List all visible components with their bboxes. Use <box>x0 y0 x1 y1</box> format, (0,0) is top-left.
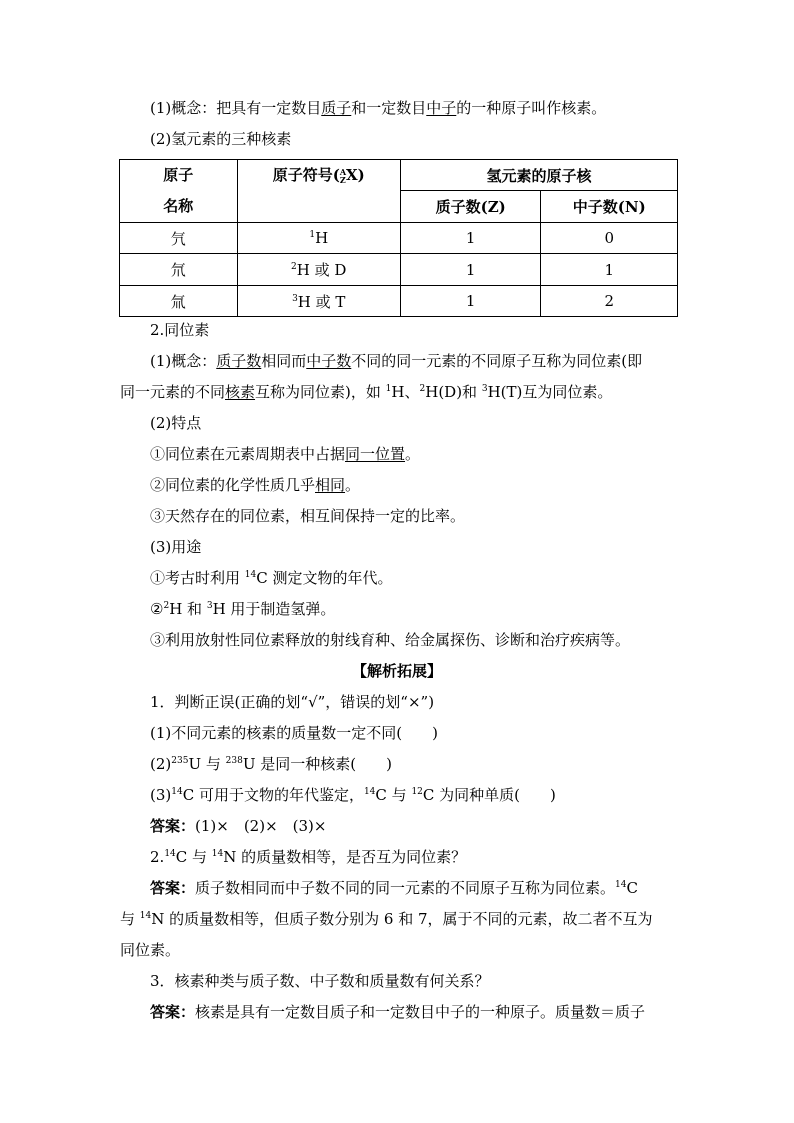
text: 不同的同一元素的不同原子互称为同位素(即 <box>351 352 643 370</box>
header-protons: 质子数(Z) <box>400 191 541 223</box>
use-3: ③利用放射性同位素释放的射线育种、给金属探伤、诊断和治疗疾病等。 <box>150 631 631 649</box>
text: ②同位素的化学性质几乎 <box>150 476 316 494</box>
mass-number: 14 <box>244 570 257 580</box>
text: U 是同一种核素( ) <box>242 755 392 773</box>
use-2 <box>150 599 335 619</box>
text: C <box>626 879 638 897</box>
text: C 为同种单质( ) <box>422 786 556 804</box>
blank-neutron: 中子 <box>426 99 457 117</box>
text: C 测定文物的年代。 <box>256 569 393 587</box>
mass-number: 2 <box>163 601 170 611</box>
mass-number: 14 <box>164 849 176 859</box>
analysis-heading: 【解析拓展】 <box>351 662 442 680</box>
header-name-line1: 原子 <box>163 166 194 184</box>
text: 互称为同位素)，如 <box>255 383 381 401</box>
feature-1 <box>150 444 420 464</box>
text: 。 <box>345 476 361 494</box>
answer-1 <box>150 816 326 836</box>
feature-3: ③天然存在的同位素，相互间保持一定的比率。 <box>150 507 466 525</box>
table-row <box>120 286 678 317</box>
cell-protons: 1 <box>400 223 541 254</box>
isotope-title: 2.同位素 <box>150 321 210 339</box>
text: ①考古时利用 <box>150 569 241 587</box>
question-3: 3．核素种类与质子数、中子数和质量数有何关系？ <box>150 972 490 990</box>
cell-symbol <box>237 286 400 317</box>
mass-number: 14 <box>139 911 152 921</box>
answer-2-line3: 同位素。 <box>120 941 181 959</box>
concept-line <box>150 98 606 118</box>
text: N 的质量数相等，是否互为同位素？ <box>223 848 467 866</box>
cell-neutrons: 2 <box>541 286 678 317</box>
text: C 可用于文物的年代鉴定， <box>182 786 364 804</box>
text: H 用于制造氢弹。 <box>212 600 336 618</box>
mass-number: 3 <box>206 601 213 611</box>
cell-protons: 1 <box>400 286 541 317</box>
blank-neutron-number: 中子数 <box>306 352 352 370</box>
cell-name: 氘 <box>120 254 238 286</box>
header-name-line2: 名称 <box>163 197 194 215</box>
question-1-3 <box>150 785 556 805</box>
table-row <box>120 223 678 254</box>
text: (2) <box>150 755 172 773</box>
text: 。 <box>405 445 421 463</box>
header-name <box>120 160 238 223</box>
text: X) <box>346 166 365 184</box>
cell-name: 氕 <box>120 223 238 254</box>
answer-text: 质子数相同而中子数不同的同一元素的不同原子互称为同位素。 <box>195 879 616 897</box>
cell-name: 氚 <box>120 286 238 317</box>
mass-number: 235 <box>171 756 189 766</box>
isotope-concept-line1 <box>150 351 642 371</box>
mass-number: 2 <box>291 262 297 272</box>
text: 与 <box>120 910 136 928</box>
cell-protons: 1 <box>400 254 541 286</box>
text: C 与 <box>175 848 208 866</box>
text: (3) <box>150 786 172 804</box>
blank-same: 相同 <box>315 476 346 494</box>
header-nucleus: 氢元素的原子核 <box>400 160 677 191</box>
table-row <box>120 254 678 286</box>
cell-symbol <box>237 254 400 286</box>
header-symbol <box>237 160 400 223</box>
answer-2-line1 <box>150 878 638 898</box>
cell-symbol <box>237 223 400 254</box>
mass-sup: A <box>339 167 347 177</box>
isotope-concept-line2 <box>120 382 612 402</box>
answer-label: 答案： <box>150 879 196 897</box>
cell-neutrons: 1 <box>541 254 678 286</box>
blank-proton-number: 质子数 <box>216 352 262 370</box>
text: 原子符号( <box>272 166 340 184</box>
hydrogen-nuclides-table <box>119 159 678 317</box>
mass-number: 3 <box>481 384 488 394</box>
question-1-1: (1)不同元素的核素的质量数一定不同( ) <box>150 724 438 742</box>
answer-3 <box>150 1002 645 1022</box>
three-nuclides-heading: (2)氢元素的三种核素 <box>150 130 292 148</box>
text: 相同而 <box>261 352 307 370</box>
question-2 <box>150 847 466 867</box>
question-1: 1．判断正误(正确的划“√”，错误的划“×”) <box>150 693 435 711</box>
text: 和一定数目 <box>351 99 427 117</box>
text: 的一种原子叫作核素。 <box>456 99 607 117</box>
features-heading: (2)特点 <box>150 414 202 432</box>
answer-text: (1)× (2)× (3)× <box>195 817 327 835</box>
text: C 与 <box>375 786 407 804</box>
symbol: H 或 T <box>297 292 346 311</box>
blank-same-position: 同一位置 <box>345 445 406 463</box>
text: ①同位素在元素周期表中占据 <box>150 445 346 463</box>
symbol: H 或 D <box>296 261 347 279</box>
mass-number: 1 <box>385 384 392 394</box>
blank-nuclide: 核素 <box>225 383 256 401</box>
use-1 <box>150 568 393 588</box>
text: ② <box>150 600 164 618</box>
question-1-2 <box>150 754 392 774</box>
mass-number: 12 <box>411 787 423 797</box>
text: H(D)和 <box>425 383 478 401</box>
atomic-sub: Z <box>339 175 346 185</box>
text: N 的质量数相等，但质子数分别为 6 和 7，属于不同的元素，故二者不互为 <box>151 910 653 928</box>
feature-2 <box>150 475 360 495</box>
mass-number: 14 <box>171 787 183 797</box>
text: 2. <box>150 848 165 866</box>
mass-number: 3 <box>292 293 298 304</box>
blank-proton: 质子 <box>321 99 352 117</box>
text: H(T)互为同位素。 <box>487 383 613 401</box>
header-neutrons: 中子数(N) <box>541 191 678 223</box>
text: U 与 <box>188 755 221 773</box>
mass-number: 14 <box>615 880 627 890</box>
text: H 和 <box>169 600 203 618</box>
mass-number: 238 <box>225 756 243 766</box>
text: (1)概念：把具有一定数目 <box>150 99 322 117</box>
text: (1)概念： <box>150 352 217 370</box>
cell-neutrons: 0 <box>541 223 678 254</box>
uses-heading: (3)用途 <box>150 538 202 556</box>
mass-number: 14 <box>211 849 224 859</box>
mass-number: 1 <box>309 230 316 240</box>
text: H、 <box>391 383 420 401</box>
answer-text: 核素是具有一定数目质子和一定数目中子的一种原子。质量数＝质子 <box>195 1003 646 1021</box>
answer-label: 答案： <box>150 1003 196 1021</box>
answer-label: 答案： <box>150 817 196 835</box>
symbol: H <box>315 229 329 247</box>
mass-number: 2 <box>419 384 426 394</box>
text: 同一元素的不同 <box>120 383 226 401</box>
mass-number: 14 <box>363 787 376 797</box>
answer-2-line2 <box>120 909 653 929</box>
